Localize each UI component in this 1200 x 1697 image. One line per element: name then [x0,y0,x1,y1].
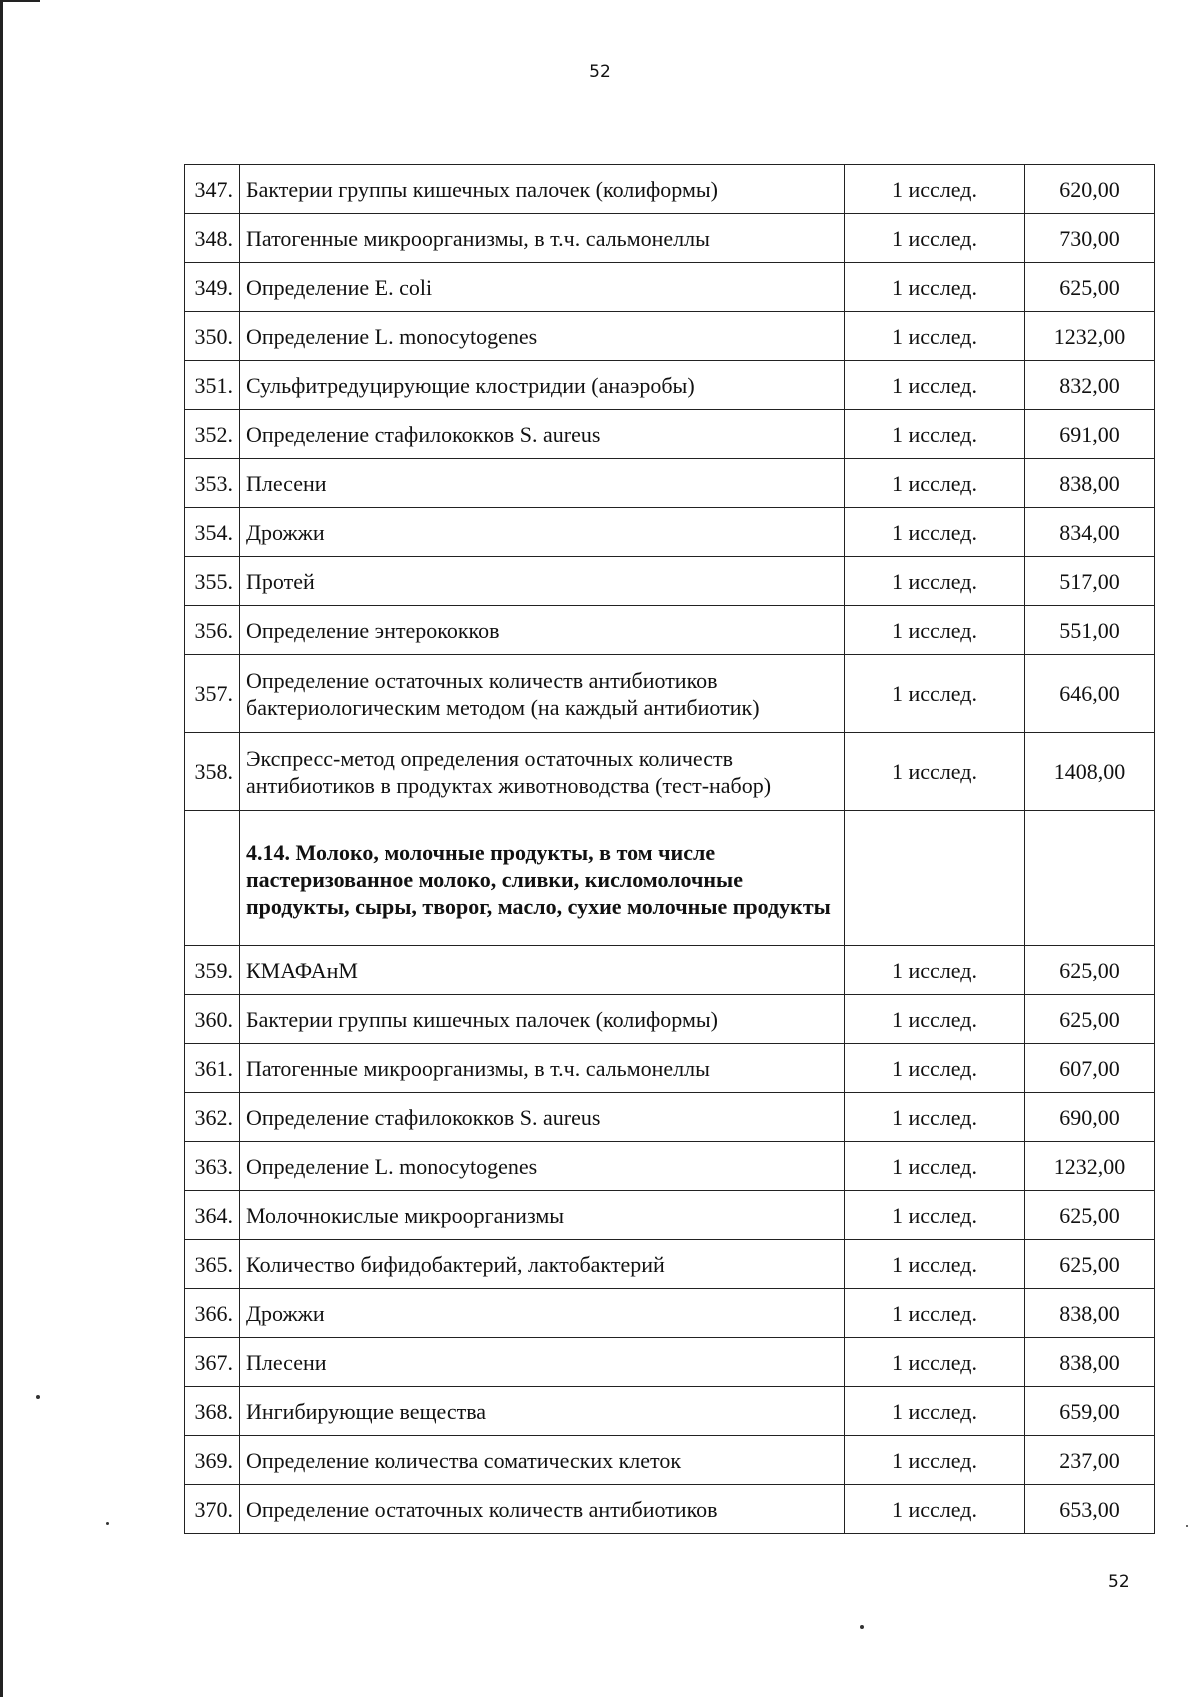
price-cell: 625,00 [1025,946,1155,995]
service-name: Плесени [240,459,845,508]
service-name: Количество бифидобактерий, лактобактерий [240,1240,845,1289]
scan-speck [106,1522,109,1525]
table-row [185,410,1155,459]
service-name: Дрожжи [240,508,845,557]
unit-cell: 1 исслед. [845,1289,1025,1338]
row-number: 366. [185,1289,240,1338]
price-cell: 625,00 [1025,1191,1155,1240]
row-number: 367. [185,1338,240,1387]
table-row [185,1093,1155,1142]
table-row [185,361,1155,410]
unit-cell: 1 исслед. [845,1338,1025,1387]
table-row [185,557,1155,606]
row-number: 363. [185,1142,240,1191]
unit-cell: 1 исслед. [845,459,1025,508]
row-number: 359. [185,946,240,995]
table-row [185,1338,1155,1387]
unit-cell: 1 исслед. [845,263,1025,312]
table-row [185,995,1155,1044]
unit-cell: 1 исслед. [845,606,1025,655]
table-row [185,508,1155,557]
price-cell: 659,00 [1025,1387,1155,1436]
row-number: 355. [185,557,240,606]
table-row [185,214,1155,263]
service-name: Определение стафилококков S. aureus [240,410,845,459]
unit-cell: 1 исслед. [845,655,1025,733]
unit-cell: 1 исслед. [845,508,1025,557]
price-cell: 625,00 [1025,995,1155,1044]
price-cell: 625,00 [1025,263,1155,312]
table-row [185,1191,1155,1240]
unit-cell: 1 исслед. [845,165,1025,214]
table-row [185,655,1155,733]
row-number: 354. [185,508,240,557]
section-header-row [185,811,1155,946]
scan-edge-left [0,0,3,1697]
row-number: 364. [185,1191,240,1240]
price-cell: 832,00 [1025,361,1155,410]
unit-cell: 1 исслед. [845,1142,1025,1191]
row-number: 350. [185,312,240,361]
row-number: 362. [185,1093,240,1142]
price-cell: 237,00 [1025,1436,1155,1485]
price-cell: 1232,00 [1025,312,1155,361]
row-number: 349. [185,263,240,312]
unit-cell: 1 исслед. [845,410,1025,459]
price-cell: 517,00 [1025,557,1155,606]
price-cell: 607,00 [1025,1044,1155,1093]
table-row [185,1044,1155,1093]
service-name: Ингибирующие вещества [240,1387,845,1436]
table-row [185,1240,1155,1289]
table-row [185,606,1155,655]
section-title: 4.14. Молоко, молочные продукты, в том числе пастеризованное молоко, сливки, кисломолочные продукты, сыры, творог, масло, сухие молочные продукты [240,811,845,946]
table-row [185,1436,1155,1485]
unit-cell: 1 исслед. [845,312,1025,361]
table-row [185,1142,1155,1191]
row-number: 365. [185,1240,240,1289]
unit-cell: 1 исслед. [845,1044,1025,1093]
table-row [185,312,1155,361]
service-name: Бактерии группы кишечных палочек (колиформы) [240,165,845,214]
price-cell: 620,00 [1025,165,1155,214]
unit-cell: 1 исслед. [845,733,1025,811]
row-number: 356. [185,606,240,655]
service-name: Дрожжи [240,1289,845,1338]
row-number [185,811,240,946]
scan-edge-top [0,0,40,2]
table-row [185,1387,1155,1436]
table-row [185,946,1155,995]
unit-cell: 1 исслед. [845,214,1025,263]
price-cell: 646,00 [1025,655,1155,733]
table-row [185,733,1155,811]
scan-speck [1186,1525,1188,1527]
row-number: 357. [185,655,240,733]
service-name: Определение количества соматических клеток [240,1436,845,1485]
table-row [185,1289,1155,1338]
price-cell [1025,811,1155,946]
unit-cell: 1 исслед. [845,1436,1025,1485]
price-cell: 838,00 [1025,1338,1155,1387]
service-name: Сульфитредуцирующие клостридии (анаэробы) [240,361,845,410]
row-number: 361. [185,1044,240,1093]
service-name: Патогенные микроорганизмы, в т.ч. сальмонеллы [240,214,845,263]
service-name: Определение остаточных количеств антибиотиков [240,1485,845,1534]
service-name: Патогенные микроорганизмы, в т.ч. сальмонеллы [240,1044,845,1093]
row-number: 358. [185,733,240,811]
service-name: Протей [240,557,845,606]
unit-cell [845,811,1025,946]
page-number-top: 52 [589,62,611,82]
service-name: Молочнокислые микроорганизмы [240,1191,845,1240]
scan-speck [36,1395,40,1399]
price-table [184,164,1155,1534]
price-cell: 691,00 [1025,410,1155,459]
service-name: Определение L. monocytogenes [240,1142,845,1191]
unit-cell: 1 исслед. [845,946,1025,995]
price-cell: 653,00 [1025,1485,1155,1534]
unit-cell: 1 исслед. [845,361,1025,410]
price-cell: 1408,00 [1025,733,1155,811]
service-name: Бактерии группы кишечных палочек (колиформы) [240,995,845,1044]
service-name: КМАФАнМ [240,946,845,995]
price-cell: 1232,00 [1025,1142,1155,1191]
row-number: 347. [185,165,240,214]
row-number: 368. [185,1387,240,1436]
service-name: Определение энтерококков [240,606,845,655]
unit-cell: 1 исслед. [845,1485,1025,1534]
table-row [185,263,1155,312]
service-name: Определение E. coli [240,263,845,312]
price-cell: 834,00 [1025,508,1155,557]
table-row [185,1485,1155,1534]
unit-cell: 1 исслед. [845,1093,1025,1142]
service-name: Определение стафилококков S. aureus [240,1093,845,1142]
service-name: Определение остаточных количеств антибиотиков бактериологическим методом (на каждый антибиотик) [240,655,845,733]
price-cell: 690,00 [1025,1093,1155,1142]
price-cell: 625,00 [1025,1240,1155,1289]
price-cell: 838,00 [1025,459,1155,508]
page-number-bottom: 52 [1108,1572,1130,1592]
row-number: 360. [185,995,240,1044]
service-name: Экспресс-метод определения остаточных количеств антибиотиков в продуктах животноводства (тест-набор) [240,733,845,811]
row-number: 352. [185,410,240,459]
unit-cell: 1 исслед. [845,1191,1025,1240]
price-cell: 730,00 [1025,214,1155,263]
table-row [185,459,1155,508]
scan-speck [860,1625,864,1629]
price-table-body [185,165,1155,1534]
service-name: Определение L. monocytogenes [240,312,845,361]
row-number: 351. [185,361,240,410]
row-number: 370. [185,1485,240,1534]
service-name: Плесени [240,1338,845,1387]
price-cell: 838,00 [1025,1289,1155,1338]
unit-cell: 1 исслед. [845,1387,1025,1436]
price-cell: 551,00 [1025,606,1155,655]
row-number: 353. [185,459,240,508]
row-number: 369. [185,1436,240,1485]
table-row [185,165,1155,214]
row-number: 348. [185,214,240,263]
unit-cell: 1 исслед. [845,557,1025,606]
unit-cell: 1 исслед. [845,995,1025,1044]
unit-cell: 1 исслед. [845,1240,1025,1289]
